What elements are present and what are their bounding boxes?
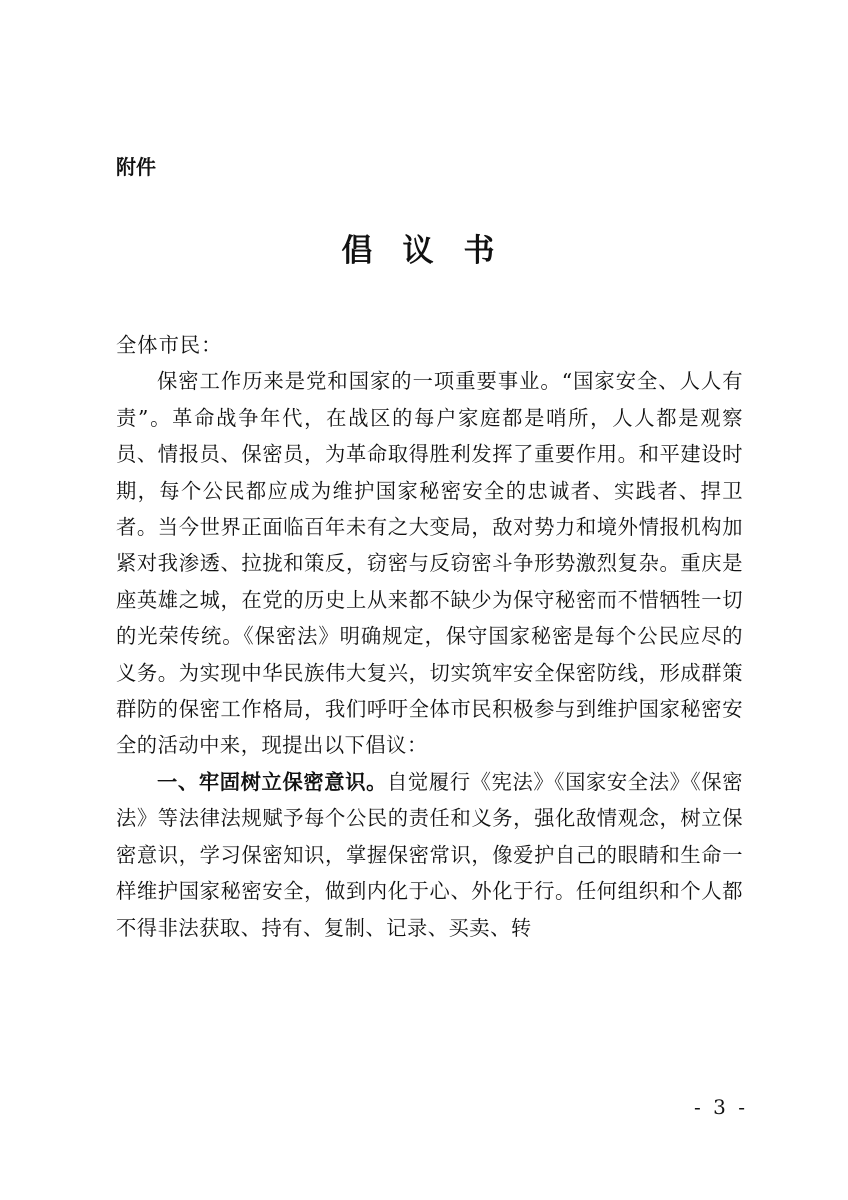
item-1-heading: 一、牢固树立保密意识。	[157, 769, 388, 794]
paragraph-intro: 保密工作历来是党和国家的一项重要事业。“国家安全、人人有责”。革命战争年代，在战区的每户家庭都是哨所，人人都是观察员、情报员、保密员，为革命取得胜利发挥了重要作用。和平建设时期，每个公民都应成为维护国家秘密安全的忠诚者、实践者、捍卫者。当今世界正面临百年未有之大变局，敌对势力和境外情报机构加紧对我渗透、拉拢和策反，窃密与反窃密斗争形势激烈复杂。重庆是座英雄之城，在党的历史上从来都不缺少为保守秘密而不惜牺牲一切的光荣传统。《保密法》明确规定，保守国家秘密是每个公民应尽的义务。为实现中华民族伟大复兴，切实筑牢安全保密防线，形成群策群防的保密工作格局，我们呼吁全体市民积极参与到维护国家秘密安全的活动中来，现提出以下倡议：	[116, 369, 743, 758]
salutation: 全体市民：	[116, 333, 223, 357]
paragraph-item-1	[116, 764, 743, 946]
document-body	[116, 327, 743, 946]
page-number: - 3 -	[694, 1095, 748, 1119]
attachment-label: 附件	[116, 155, 156, 179]
document-title: 倡议书	[341, 233, 525, 269]
item-1-text: 自觉履行《宪法》《国家安全法》《保密法》等法律法规赋予每个公民的责任和义务，强化敌情观念，树立保密意识，学习保密知识，掌握保密常识，像爱护自己的眼睛和生命一样维护国家秘密安全，做到内化于心、外化于行。任何组织和个人都不得非法获取、持有、复制、记录、买卖、转	[116, 769, 743, 940]
